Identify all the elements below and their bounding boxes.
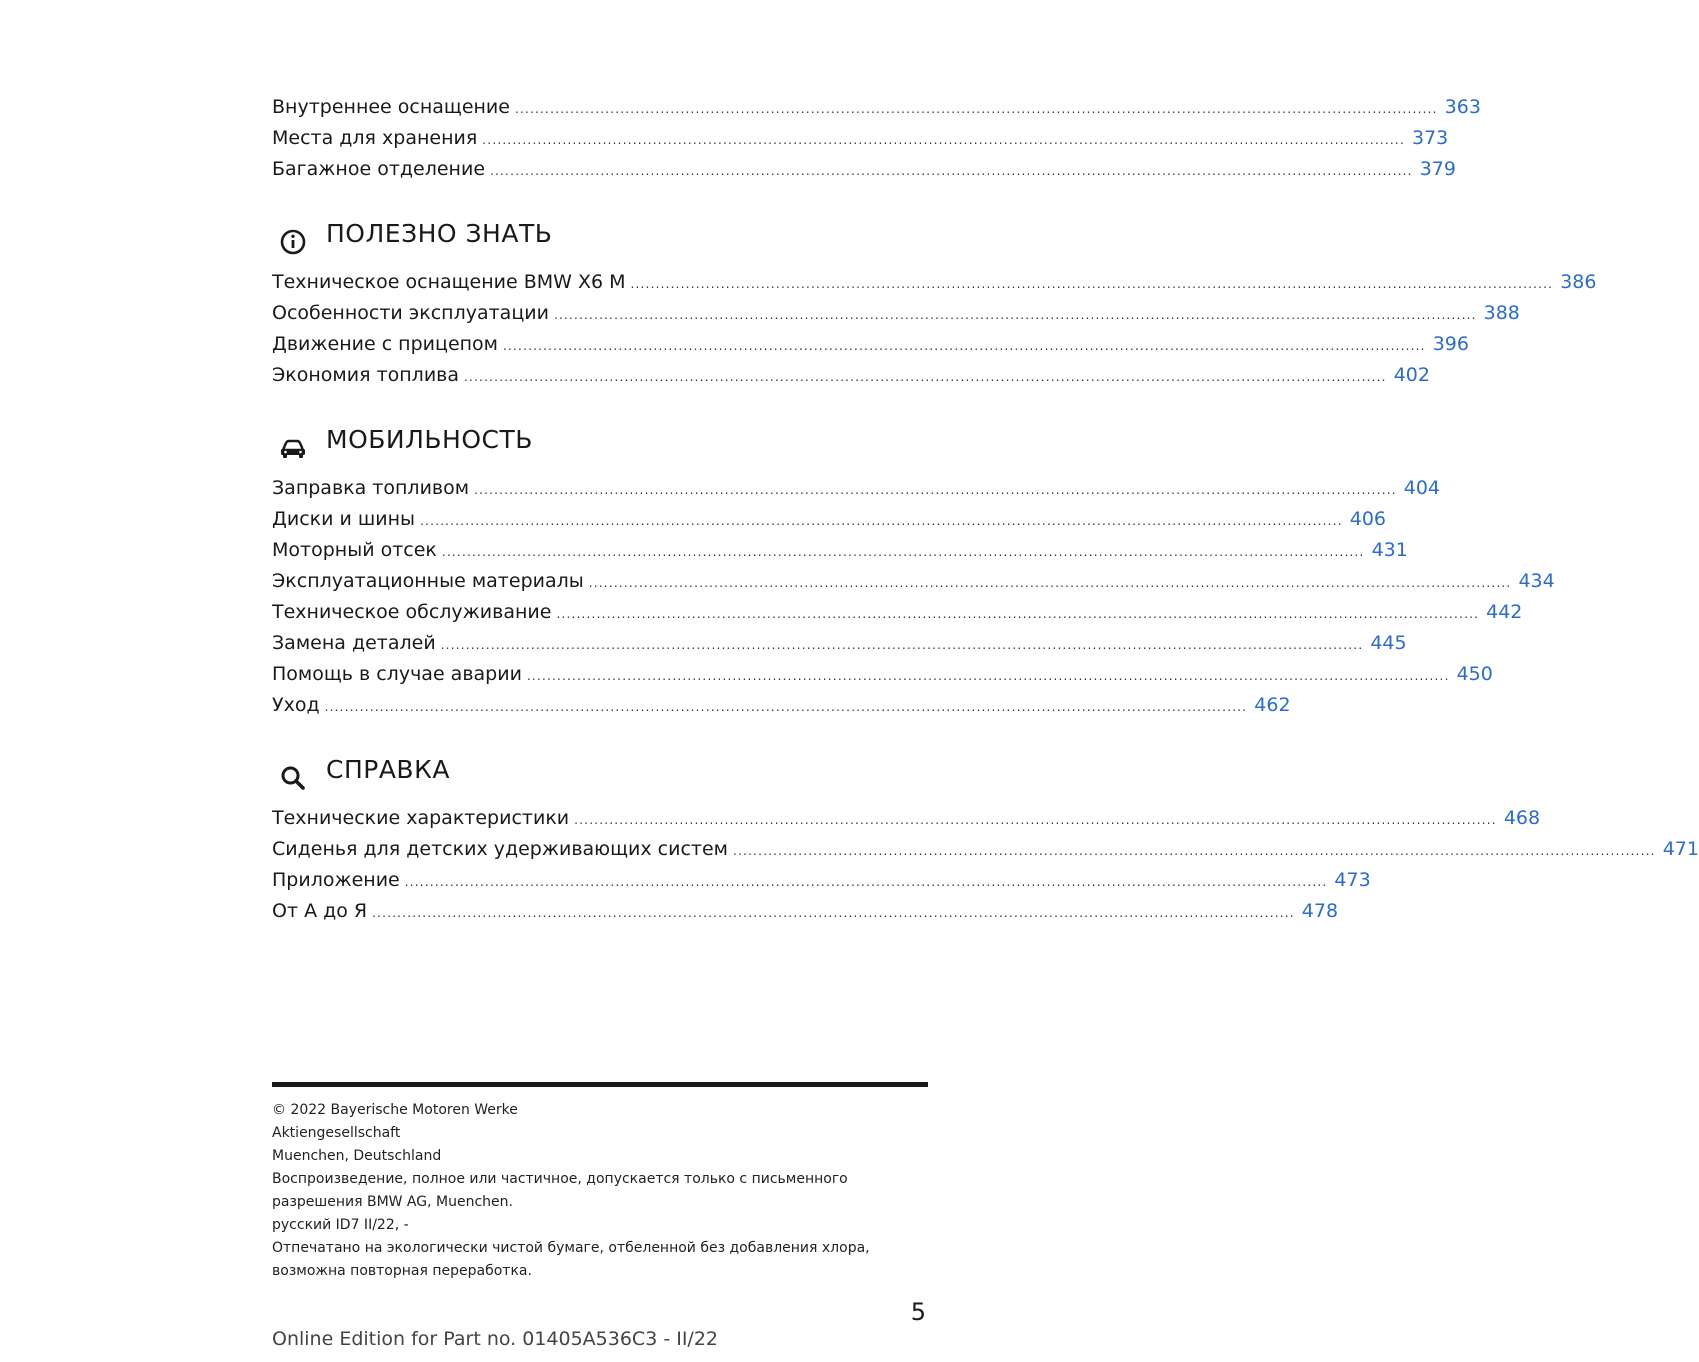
toc-leader-dots: ........................................................................................................................................................................................ xyxy=(404,875,1328,889)
toc-title: От А до Я xyxy=(272,900,368,922)
toc-page-link[interactable]: 462 xyxy=(1254,694,1291,716)
imprint-line: разрешения BMW AG, Muenchen. xyxy=(272,1194,513,1210)
toc-leader-dots: ........................................................................................................................................................................................ xyxy=(440,638,1364,652)
toc-title: Замена деталей xyxy=(272,632,436,654)
imprint-line: © 2022 Bayerische Motoren Werke xyxy=(272,1102,518,1118)
toc-page-link[interactable]: 396 xyxy=(1432,333,1469,355)
page-number: 5 xyxy=(910,1298,926,1326)
toc-row[interactable] xyxy=(272,127,1449,158)
imprint xyxy=(272,1099,928,1283)
section-title: ПОЛЕЗНО ЗНАТЬ xyxy=(326,219,553,248)
toc-leader-dots: ........................................................................................................................................................................................ xyxy=(490,164,1413,178)
toc-title: Приложение xyxy=(272,869,400,891)
toc-group-top xyxy=(272,96,1481,189)
car-icon xyxy=(278,433,308,463)
toc-row[interactable] xyxy=(272,302,1520,333)
imprint-line: Muenchen, Deutschland xyxy=(272,1148,442,1164)
toc-title: Уход xyxy=(272,694,320,716)
toc-title: Диски и шины xyxy=(272,508,416,530)
toc-title: Особенности эксплуатации xyxy=(272,302,549,324)
toc-leader-dots: ........................................................................................................................................................................................ xyxy=(324,700,1248,714)
toc-title: Помощь в случае аварии xyxy=(272,663,522,685)
toc-page-link[interactable]: 406 xyxy=(1349,508,1386,530)
footer-divider xyxy=(272,1082,928,1087)
imprint-line: возможна повторная переработка. xyxy=(272,1263,532,1279)
toc-row[interactable] xyxy=(272,838,1699,869)
search-icon xyxy=(278,763,308,793)
toc-page-link[interactable]: 431 xyxy=(1371,539,1408,561)
section-title: МОБИЛЬНОСТЬ xyxy=(326,425,533,454)
toc-page-link[interactable]: 379 xyxy=(1419,158,1456,180)
toc-row[interactable] xyxy=(272,570,1555,601)
toc-row[interactable] xyxy=(272,477,1441,508)
toc-page-link[interactable]: 386 xyxy=(1560,271,1597,293)
toc-row[interactable] xyxy=(272,508,1386,539)
toc-row[interactable] xyxy=(272,900,1339,931)
toc-page-link[interactable]: 478 xyxy=(1301,900,1339,922)
toc-title: Внутреннее оснащение xyxy=(272,96,510,118)
toc-leader-dots: ........................................................................................................................................................................................ xyxy=(441,545,1365,559)
toc-group-useful-info xyxy=(272,271,1597,395)
toc-page-link[interactable]: 388 xyxy=(1483,302,1520,324)
toc-leader-dots: ........................................................................................................................................................................................ xyxy=(526,669,1450,683)
toc-row[interactable] xyxy=(272,663,1493,694)
toc-title: Техническое оснащение BMW X6 M xyxy=(272,271,626,293)
toc-row[interactable] xyxy=(272,364,1430,395)
toc-title: Багажное отделение xyxy=(272,158,486,180)
toc-page-link[interactable]: 445 xyxy=(1370,632,1407,654)
toc-row[interactable] xyxy=(272,632,1407,663)
section-header-reference xyxy=(272,739,928,805)
toc-leader-dots: ........................................................................................................................................................................................ xyxy=(474,483,1397,497)
toc-page-link[interactable]: 373 xyxy=(1411,127,1449,149)
toc-row[interactable] xyxy=(272,539,1408,570)
toc-title: Технические характеристики xyxy=(272,807,570,829)
toc-page-link[interactable]: 471 xyxy=(1662,838,1699,860)
toc-title: Движение с прицепом xyxy=(272,333,499,355)
toc-page-link[interactable]: 473 xyxy=(1334,869,1371,891)
toc-leader-dots: ........................................................................................................................................................................................ xyxy=(503,339,1426,353)
imprint-line: Воспроизведение, полное или частичное, допускается только с письменного xyxy=(272,1171,848,1187)
info-icon xyxy=(278,227,308,257)
toc-leader-dots: ........................................................................................................................................................................................ xyxy=(420,514,1343,528)
toc-leader-dots: ........................................................................................................................................................................................ xyxy=(482,133,1405,147)
toc-title: Сиденья для детских удерживающих систем xyxy=(272,838,729,860)
toc-leader-dots: ........................................................................................................................................................................................ xyxy=(556,607,1480,621)
toc-leader-dots: ........................................................................................................................................................................................ xyxy=(553,308,1477,322)
toc-title: Эксплуатационные материалы xyxy=(272,570,584,592)
toc-group-reference xyxy=(272,807,1699,931)
toc-title: Места для хранения xyxy=(272,127,478,149)
toc-leader-dots: ........................................................................................................................................................................................ xyxy=(588,576,1512,590)
toc-page-link[interactable]: 434 xyxy=(1518,570,1555,592)
toc-page-link[interactable]: 468 xyxy=(1503,807,1541,829)
toc-leader-dots: ........................................................................................................................................................................................ xyxy=(514,102,1438,116)
toc-group-mobility xyxy=(272,477,1555,725)
imprint-line: Отпечатано на экологически чистой бумаге, отбеленной без добавления хлора, xyxy=(272,1240,870,1256)
toc-row[interactable] xyxy=(272,694,1291,725)
section-header-useful-info xyxy=(272,203,928,269)
toc-row[interactable] xyxy=(272,271,1597,302)
toc-title: Техническое обслуживание xyxy=(272,601,552,623)
toc-page-link[interactable]: 450 xyxy=(1456,663,1493,685)
section-title: СПРАВКА xyxy=(326,755,450,784)
toc-leader-dots: ........................................................................................................................................................................................ xyxy=(733,844,1656,858)
toc-row[interactable] xyxy=(272,333,1469,364)
imprint-line: Aktiengesellschaft xyxy=(272,1125,401,1141)
toc-page-link[interactable]: 402 xyxy=(1393,364,1430,386)
toc-leader-dots: ........................................................................................................................................................................................ xyxy=(630,277,1554,291)
toc-row[interactable] xyxy=(272,158,1456,189)
section-header-mobility xyxy=(272,409,928,475)
toc-title: Моторный отсек xyxy=(272,539,437,561)
toc-title: Экономия топлива xyxy=(272,364,460,386)
toc-page-link[interactable]: 363 xyxy=(1444,96,1481,118)
table-of-contents xyxy=(272,96,1699,931)
imprint-line: русский ID7 II/22, - xyxy=(272,1217,409,1233)
toc-title: Заправка топливом xyxy=(272,477,470,499)
toc-leader-dots: ........................................................................................................................................................................................ xyxy=(372,906,1295,920)
toc-page-link[interactable]: 404 xyxy=(1403,477,1441,499)
toc-leader-dots: ........................................................................................................................................................................................ xyxy=(464,370,1387,384)
toc-row[interactable] xyxy=(272,807,1541,838)
online-edition-watermark: Online Edition for Part no. 01405A536C3 - II/22 xyxy=(272,1328,719,1350)
toc-row[interactable] xyxy=(272,601,1523,632)
toc-page-link[interactable]: 442 xyxy=(1486,601,1523,623)
toc-row[interactable] xyxy=(272,869,1371,900)
toc-row[interactable] xyxy=(272,96,1481,127)
toc-leader-dots: ........................................................................................................................................................................................ xyxy=(574,813,1497,827)
